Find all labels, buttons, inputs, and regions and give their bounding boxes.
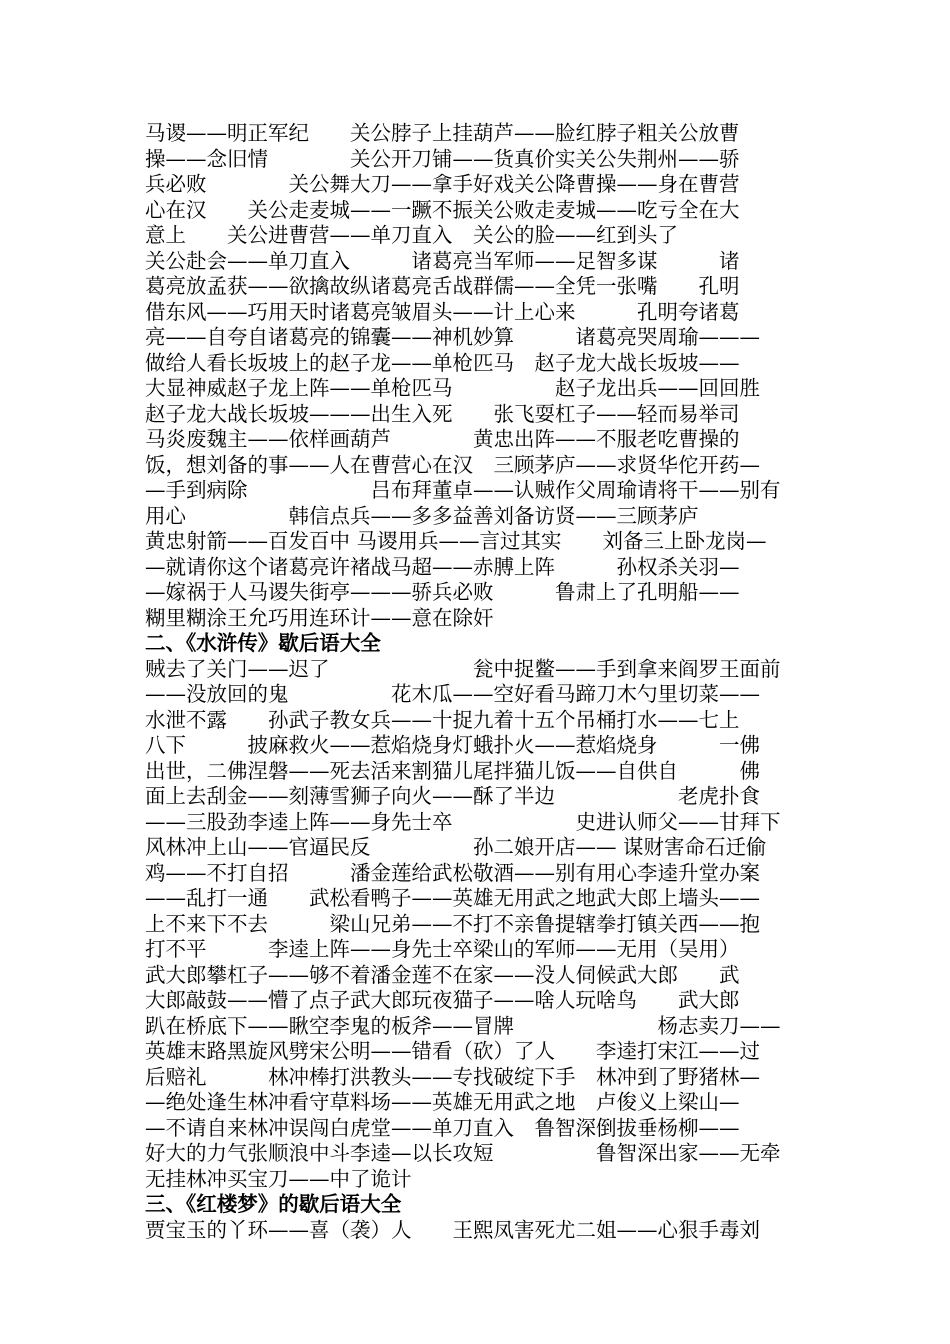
section-2-heading: 二、《水浒传》歇后语大全 xyxy=(145,631,381,655)
text-line: —嫁祸于人马谡失街亭———骄兵必败 鲁肃上了孔明船—— xyxy=(145,580,740,604)
text-line: 心在汉 关公走麦城——一蹶不振关公败走麦城——吃亏全在大 xyxy=(145,197,740,222)
text-line: 借东风——巧用天时诸葛亮皱眉头——计上心来 孔明夸诸葛 xyxy=(145,299,740,324)
text-line: 打不平 李逵上阵——身先士卒梁山的军师——无用（吴用） xyxy=(145,937,740,961)
text-line: 英雄末路黑旋风劈宋公明——错看（砍）了人 李逵打宋江——过 xyxy=(145,1039,760,1063)
text-line: 葛亮放孟获——欲擒故纵诸葛亮舌战群儒——全凭一张嘴 孔明 xyxy=(145,274,740,298)
text-line: ——没放回的鬼 花木瓜——空好看马蹄刀木勺里切菜—— xyxy=(145,682,760,706)
text-line: 趴在桥底下——瞅空李鬼的板斧——冒牌 杨志卖刀—— xyxy=(145,1013,781,1038)
text-line: —手到病除 吕布拜董卓——认贼作父周瑜请将干——别有 xyxy=(145,478,781,502)
text-line: 关公赴会——单刀直入 诸葛亮当军师——足智多谋 诸 xyxy=(145,248,740,273)
text-line: 后赔礼 林冲棒打洪教头——专找破绽下手 林冲到了野猪林— xyxy=(145,1064,760,1089)
text-line: 上不来下不去 梁山兄弟——不打不亲鲁提辖拳打镇关西——抱 xyxy=(145,911,760,936)
text-line: 大郎敲鼓——懵了点子武大郎玩夜猫子——啥人玩啥鸟 武大郎 xyxy=(145,988,740,1012)
text-line: 用心 韩信点兵——多多益善刘备访贤——三顾茅庐 xyxy=(145,503,699,528)
text-line: 贼去了关门——迟了 瓮中捉鳖——手到拿来阎罗王面前 xyxy=(145,656,781,681)
section-3-body xyxy=(145,1218,810,1244)
text-line: 八下 披麻救火——惹焰烧身灯蛾扑火——惹焰烧身 一佛 xyxy=(145,733,760,757)
text-line: 做给人看长坂坡上的赵子龙——单枪匹马 赵子龙大战长坂坡—— xyxy=(145,350,740,375)
text-line: 鸡——不打自招 潘金莲给武松敬酒——别有用心李逵升堂办案 xyxy=(145,860,760,885)
text-line: 贾宝玉的丫环——喜（袭）人 王熙凤害死尤二姐——心狠手毒刘 xyxy=(145,1217,760,1242)
text-line: 糊里糊涂王允巧用连环计——意在除奸 xyxy=(145,605,494,630)
text-line: 饭，想刘备的事——人在曹营心在汉 三顾茅庐——求贤华佗开药— xyxy=(145,452,760,477)
text-line: 武大郎攀杠子——够不着潘金莲不在家——没人伺候武大郎 武 xyxy=(145,962,740,987)
text-line: 风林冲上山——官逼民反 孙二娘开店—— 谋财害命石迁偷 xyxy=(145,835,767,859)
text-line: 面上去刮金——刻薄雪狮子向火——酥了半边 老虎扑食 xyxy=(145,784,760,808)
section-1-body xyxy=(145,121,810,631)
text-line: 意上 关公进曹营——单刀直入 关公的脸——红到头了 xyxy=(145,223,678,247)
section-2-body xyxy=(145,657,810,1193)
text-line: —不请自来林冲误闯白虎堂——单刀直入 鲁智深倒拔垂杨柳—— xyxy=(145,1115,740,1140)
text-line: 亮——自夸自诸葛亮的锦囊——神机妙算 诸葛亮哭周瑜——— xyxy=(145,325,760,349)
document-page xyxy=(145,121,810,1243)
text-line: 大显神威赵子龙上阵——单枪匹马 赵子龙出兵——回回胜 xyxy=(145,376,760,400)
text-line: 水泄不露 孙武子教女兵——十捉九着十五个吊桶打水——七上 xyxy=(145,707,740,732)
text-line: 马谡——明正军纪 关公脖子上挂葫芦——脸红脖子粗关公放曹 xyxy=(145,121,740,145)
text-line: —就请你这个诸葛亮许褚战马超——赤膊上阵 孙权杀关羽— xyxy=(145,554,740,579)
text-line: 黄忠射箭——百发百中 马谡用兵——言过其实 刘备三上卧龙岗— xyxy=(145,529,767,553)
text-line: 马炎废魏主——依样画葫芦 黄忠出阵——不服老吃曹操的 xyxy=(145,427,740,451)
text-line: —绝处逢生林冲看守草料场——英雄无用武之地 卢俊义上梁山— xyxy=(145,1090,740,1114)
text-line: 操——念旧情 关公开刀铺——货真价实关公失荆州——骄 xyxy=(145,146,740,171)
text-line: ——三股劲李逵上阵——身先士卒 史进认师父——甘拜下 xyxy=(145,809,781,834)
text-line: 好大的力气张顺浪中斗李逵—以长攻短 鲁智深出家——无牵 xyxy=(145,1141,781,1165)
section-3-heading: 三、《红楼梦》的歇后语大全 xyxy=(145,1192,402,1216)
text-line: 出世，二佛涅磐——死去活来割猫儿尾拌猫儿饭——自供自 佛 xyxy=(145,758,760,783)
text-line: 赵子龙大战长坂坡———出生入死 张飞耍杠子——轻而易举司 xyxy=(145,401,740,426)
text-line: 兵必败 关公舞大刀——拿手好戏关公降曹操——身在曹营 xyxy=(145,172,740,196)
text-line: 无挂林冲买宝刀——中了诡计 xyxy=(145,1166,412,1191)
text-line: ——乱打一通 武松看鸭子——英雄无用武之地武大郎上墙头—— xyxy=(145,886,760,910)
